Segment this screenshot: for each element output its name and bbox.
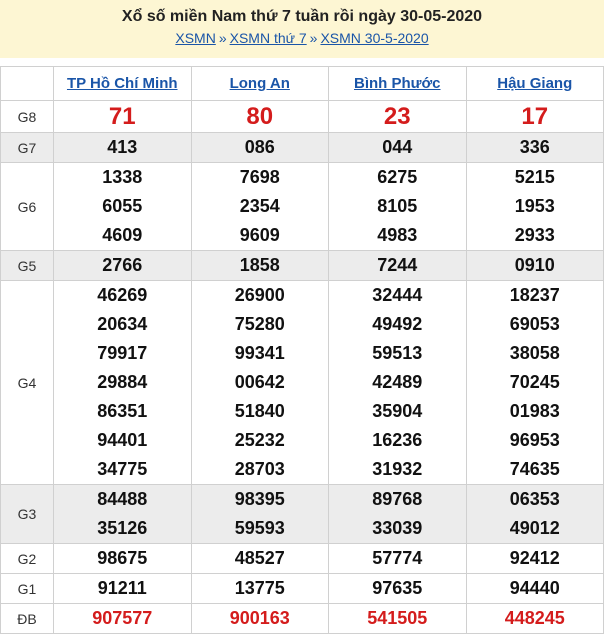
result-number: 7698: [239, 167, 280, 187]
result-number: 38058: [509, 343, 560, 363]
result-number: 91211: [97, 578, 147, 598]
result-number: 541505: [367, 608, 428, 628]
page-header: [0, 0, 604, 58]
result-number: 448245: [504, 608, 565, 628]
prize-label: ĐB: [1, 604, 54, 634]
result-cell: [466, 281, 604, 485]
result-number: 32444: [372, 285, 423, 305]
result-cell: [191, 574, 329, 604]
header-gap: [0, 58, 604, 66]
result-number: 79917: [97, 343, 148, 363]
result-cell: [466, 133, 604, 163]
result-cell: [191, 251, 329, 281]
result-number: 29884: [97, 372, 148, 392]
result-number: 4983: [377, 225, 418, 245]
result-cell: [466, 574, 604, 604]
result-number: 00642: [234, 372, 285, 392]
result-cell: [329, 101, 467, 133]
result-number: 71: [108, 103, 136, 130]
result-number: 26900: [234, 285, 285, 305]
prize-label: G2: [1, 544, 54, 574]
result-cell: [329, 251, 467, 281]
result-number: 20634: [97, 314, 148, 334]
prize-row: [1, 574, 604, 604]
prize-row: [1, 485, 604, 544]
result-number: 413: [107, 137, 138, 157]
result-cell: [54, 163, 192, 251]
result-number: 2354: [239, 196, 280, 216]
result-number: 84488: [97, 489, 148, 509]
result-cell: [329, 574, 467, 604]
result-number: 74635: [509, 459, 560, 479]
result-number: 6055: [102, 196, 143, 216]
result-number: 35904: [372, 401, 423, 421]
result-cell: [54, 574, 192, 604]
result-cell: [329, 281, 467, 485]
result-number: 13775: [234, 578, 285, 598]
result-number: 1338: [102, 167, 143, 187]
result-number: 06353: [509, 489, 560, 509]
result-number: 59593: [234, 518, 285, 538]
result-number: 80: [246, 103, 274, 130]
breadcrumb-link-xsmn[interactable]: XSMN: [175, 30, 216, 46]
result-number: 16236: [372, 430, 423, 450]
result-number: 51840: [234, 401, 285, 421]
prize-label: G1: [1, 574, 54, 604]
prize-label: G4: [1, 281, 54, 485]
breadcrumb: [0, 28, 604, 48]
result-number: 7244: [377, 255, 418, 275]
result-cell: [466, 251, 604, 281]
result-cell: [191, 163, 329, 251]
province-link[interactable]: TP Hồ Chí Minh: [54, 67, 192, 101]
result-number: 86351: [97, 401, 148, 421]
result-number: 57774: [372, 548, 423, 568]
result-number: 70245: [509, 372, 560, 392]
prize-row: [1, 163, 604, 251]
prize-row: [1, 281, 604, 485]
result-number: 6275: [377, 167, 418, 187]
result-number: 98395: [234, 489, 285, 509]
corner-cell: [1, 67, 54, 101]
result-number: 97635: [372, 578, 423, 598]
result-number: 31932: [372, 459, 423, 479]
result-cell: [329, 604, 467, 634]
result-cell: [54, 604, 192, 634]
result-cell: [466, 163, 604, 251]
result-number: 907577: [92, 608, 153, 628]
result-cell: [54, 485, 192, 544]
result-number: 5215: [514, 167, 555, 187]
result-number: 044: [382, 137, 413, 157]
prize-row: [1, 101, 604, 133]
result-cell: [329, 544, 467, 574]
result-number: 23: [383, 103, 411, 130]
result-number: 94440: [509, 578, 560, 598]
result-cell: [191, 604, 329, 634]
prize-label: G6: [1, 163, 54, 251]
result-number: 0910: [514, 255, 555, 275]
result-number: 59513: [372, 343, 423, 363]
result-number: 4609: [102, 225, 143, 245]
result-number: 89768: [372, 489, 423, 509]
result-number: 49012: [509, 518, 560, 538]
result-number: 33039: [372, 518, 423, 538]
result-cell: [329, 133, 467, 163]
result-number: 69053: [509, 314, 560, 334]
result-cell: [191, 544, 329, 574]
result-cell: [191, 281, 329, 485]
result-number: 42489: [372, 372, 423, 392]
result-cell: [329, 163, 467, 251]
result-cell: [54, 133, 192, 163]
result-number: 2933: [514, 225, 555, 245]
result-number: 1953: [514, 196, 555, 216]
prize-rows: [1, 101, 604, 634]
breadcrumb-separator: »: [218, 30, 227, 46]
result-cell: [54, 251, 192, 281]
result-number: 25232: [234, 430, 285, 450]
province-link[interactable]: Hậu Giang: [466, 67, 604, 101]
province-header-row: [1, 67, 604, 101]
result-cell: [466, 101, 604, 133]
result-number: 336: [519, 137, 550, 157]
prize-label: G3: [1, 485, 54, 544]
result-cell: [191, 101, 329, 133]
prize-label: G8: [1, 101, 54, 133]
result-number: 17: [521, 103, 549, 130]
result-number: 98675: [97, 548, 148, 568]
prize-label: G5: [1, 251, 54, 281]
result-number: 01983: [509, 401, 560, 421]
result-cell: [466, 544, 604, 574]
result-cell: [466, 485, 604, 544]
result-number: 75280: [234, 314, 285, 334]
breadcrumb-link-xsmn-date[interactable]: XSMN 30-5-2020: [320, 30, 429, 46]
prize-row: [1, 251, 604, 281]
result-number: 94401: [97, 430, 148, 450]
prize-row: [1, 133, 604, 163]
result-number: 9609: [239, 225, 280, 245]
result-cell: [329, 485, 467, 544]
result-number: 18237: [509, 285, 560, 305]
result-number: 92412: [509, 548, 560, 568]
page-title: Xổ số miền Nam thứ 7 tuần rồi ngày 30-05-2020: [121, 8, 483, 25]
result-cell: [54, 281, 192, 485]
result-number: 8105: [377, 196, 418, 216]
breadcrumb-link-xsmn-thu-7[interactable]: XSMN thứ 7: [229, 30, 307, 46]
result-number: 1858: [239, 255, 280, 275]
result-cell: [54, 544, 192, 574]
province-link[interactable]: Long An: [191, 67, 329, 101]
prize-row: [1, 544, 604, 574]
breadcrumb-separator: »: [309, 30, 318, 46]
result-number: 99341: [234, 343, 285, 363]
result-cell: [466, 604, 604, 634]
result-cell: [191, 133, 329, 163]
result-number: 49492: [372, 314, 423, 334]
result-number: 28703: [234, 459, 285, 479]
result-number: 35126: [97, 518, 148, 538]
prize-label: G7: [1, 133, 54, 163]
result-number: 96953: [509, 430, 560, 450]
result-number: 48527: [234, 548, 285, 568]
result-cell: [54, 101, 192, 133]
province-link[interactable]: Bình Phước: [329, 67, 467, 101]
result-cell: [191, 485, 329, 544]
result-number: 46269: [97, 285, 148, 305]
result-number: 900163: [229, 608, 290, 628]
results-table: [0, 66, 604, 634]
result-number: 2766: [102, 255, 143, 275]
result-number: 086: [244, 137, 275, 157]
result-number: 34775: [97, 459, 148, 479]
prize-row: [1, 604, 604, 634]
